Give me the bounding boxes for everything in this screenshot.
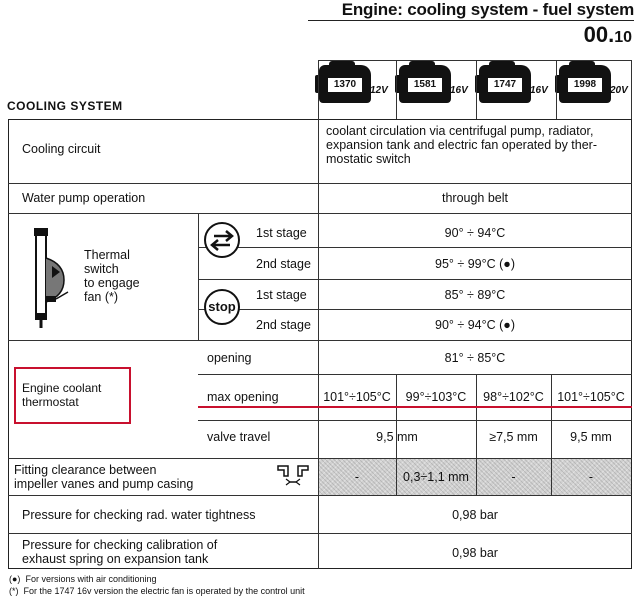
water-pump-value: through belt	[441, 191, 509, 205]
cooling-circuit-label: Cooling circuit	[22, 142, 101, 156]
engine-icon-1747: 1747 16V	[478, 63, 550, 107]
row-divider	[8, 340, 632, 341]
row-divider	[198, 420, 632, 421]
stage-label: 2nd stage	[256, 318, 311, 332]
row-divider	[8, 495, 632, 496]
section-title: COOLING SYSTEM	[7, 99, 123, 113]
max-opening-value: 101°÷105°C	[557, 390, 625, 404]
valve-travel-label: valve travel	[207, 430, 271, 444]
column-divider	[556, 60, 557, 119]
tank-pressure-label: Pressure for checking calibration of exhaust spring on expansion tank	[22, 538, 218, 566]
fan-engage-icon	[204, 222, 240, 258]
column-divider	[476, 60, 477, 119]
stage-label: 1st stage	[256, 226, 307, 240]
max-opening-value: 99°÷103°C	[405, 390, 467, 404]
stage-label: 1st stage	[256, 288, 307, 302]
row-divider	[8, 533, 632, 534]
max-opening-value: 98°÷102°C	[483, 390, 544, 404]
thermal-switch-label: Thermal switch to engage fan (*)	[84, 248, 140, 304]
stage-value: 95° ÷ 99°C (●)	[435, 257, 515, 271]
valve-travel-value: 9,5 mm	[570, 430, 612, 444]
opening-label: opening	[207, 351, 252, 365]
row-divider	[198, 374, 632, 375]
engine-icon-1370: 1370 12V	[318, 63, 390, 107]
tank-pressure-value: 0,98 bar	[452, 546, 498, 560]
header-rule	[308, 20, 634, 21]
row-divider	[8, 183, 632, 184]
page-header-title: Engine: cooling system - fuel system	[341, 0, 634, 19]
fan-stop-icon: stop	[204, 289, 240, 325]
max-opening-value: 101°÷105°C	[323, 390, 391, 404]
column-divider	[396, 60, 397, 119]
stage-value: 90° ÷ 94°C	[444, 226, 506, 240]
row-divider	[198, 309, 632, 310]
clearance-value: -	[354, 470, 360, 484]
valve-travel-value: ≥7,5 mm	[489, 430, 538, 444]
row-divider	[8, 213, 632, 214]
row-divider	[198, 247, 632, 248]
rad-pressure-label: Pressure for checking rad. water tightness	[22, 508, 256, 522]
opening-value: 81° ÷ 85°C	[444, 351, 506, 365]
header-top-rule	[318, 60, 632, 61]
spec-table	[8, 119, 632, 569]
engine-icon-1581: 1581 16V	[398, 63, 470, 107]
valve-travel-value: 9,5 mm	[376, 430, 418, 444]
stage-value: 90° ÷ 94°C (●)	[435, 318, 515, 332]
row-divider	[198, 279, 632, 280]
max-opening-label: max opening	[207, 390, 279, 404]
rad-pressure-value: 0,98 bar	[452, 508, 498, 522]
clearance-gap-icon	[276, 462, 310, 490]
clearance-value: -	[511, 470, 516, 484]
footnote: (●) For versions with air conditioning	[9, 574, 157, 584]
column-divider	[318, 60, 319, 569]
water-pump-label: Water pump operation	[22, 191, 146, 205]
fitting-clearance-label: Fitting clearance between impeller vanes and pump casing	[14, 463, 194, 491]
thermal-switch-icon	[28, 226, 74, 330]
footnote: (*) For the 1747 16v version the electric fan is operated by the control unit	[9, 586, 305, 596]
clearance-value: 0,3÷1,1 mm	[403, 470, 469, 484]
cooling-circuit-value: coolant circulation via centrifugal pump, radiator, expansion tank and electric fan operated by ther- mostatic switch	[326, 124, 598, 166]
engine-icon-1998: 1998 20V	[558, 63, 630, 107]
thermostat-label: Engine coolant thermostat	[22, 381, 102, 409]
column-divider	[631, 60, 632, 119]
row-divider	[8, 458, 632, 459]
max-opening-underline	[198, 406, 632, 408]
clearance-value: -	[588, 470, 594, 484]
page-number: 00.10	[583, 22, 632, 47]
column-divider	[198, 213, 199, 340]
stage-value: 85° ÷ 89°C	[444, 288, 506, 302]
stage-label: 2nd stage	[256, 257, 311, 271]
